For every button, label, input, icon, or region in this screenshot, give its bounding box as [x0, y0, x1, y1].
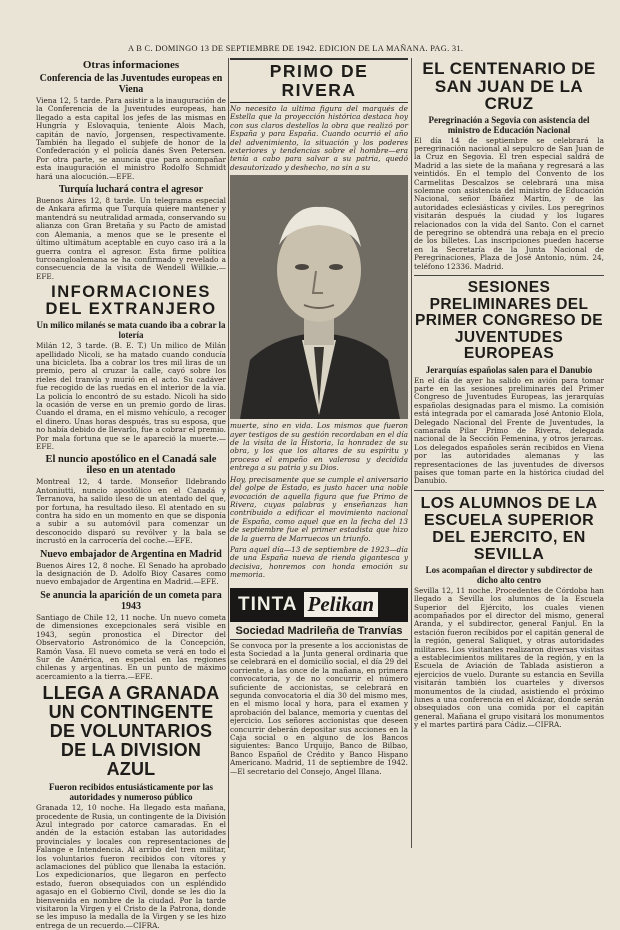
article-body: Buenos Aires 12, 8 noche. El Senado ha aprobado la designación de D. Adolfo Bioy Casares como nuevo embajador de Argentina en Madrid.—EFE.: [36, 560, 226, 587]
article-headline: El nuncio apostólico en el Canadá sale ileso en un atentado: [45, 454, 217, 477]
title-box: [230, 58, 408, 103]
article-subhead: Los acompañan el director y subdirector de dicho alto centro: [425, 564, 593, 585]
article-body: Hoy, precisamente que se cumple el aniversario del golpe de Estado, es justo hacer una noble evocación de aquella figura que fue Primo de Rivera, cuyas palabras y enseñanzas han contribuido a edificar el movimiento nacional de España, como aquel que en la fecha del 13 de septiembre fue el primer estadista que hizo de la guerra de Marruecos un triunfo.: [230, 474, 408, 543]
article-body: Milán 12, 3 tarde. (B. E. T.) Un milico de Milán apellidado Nicoli, se ha matado cuando conducía una bicicleta. Iba a cobrar los tres mil liras de un premio, pero al cruzar la calle, cayó sobre los rieles del tranvía y murió en el acto. Su cadáver fue recogido de las ruedas en el interior de la vía. La policía lo encontró de su estado. Nicoli ha sido la ocasión de verse en un premio gordo de liras. Cuando el drama, en el mismo vehículo, a recoger el dinero. Unas horas después, tras su esposa, que no había debido de llevarlo, fue a cobrar el premio. Por mala fortuna que se le apareció la muerte.—EFE.: [36, 341, 226, 451]
article-body: No necesito la ultima figura del marqués de Estella que la proyección histórica destaca hoy con sus claros destellos la obra que realizó por España y para España. Cuando ocurrió el año del advenimiento, la situación y los poderes exteriores y tendencias sobre el hombre—era tenía a cabo para salvar a su patria, quedó desautorizado y deshecho, no sin a su: [230, 104, 408, 172]
article-headline: Turquía luchará contra el agresor: [58, 184, 204, 196]
article-headline: Conferencia de las Juventudes europeas en Viena: [39, 73, 223, 95]
article-title: PRIMO DE RIVERA: [269, 61, 369, 100]
page-header: A B C. DOMINGO 13 DE SEPTIEMBRE DE 1942. EDICION DE LA MAÑANA. PAG. 31.: [128, 44, 464, 53]
column-right: [414, 58, 604, 858]
portrait-image: [230, 175, 408, 419]
article-subhead: Peregrinación a Segovia con asistencia del ministro de Educación Nacional: [428, 114, 590, 135]
article-body: Buenos Aires 12, 8 tarde. Un telegrama especial de Ankara afirma que Turquía quiere mantener y mantendrá su neutralidad armada, conservando su alianza con Gran Bretaña y su Pacto de amistad con Alemania, a menos que se le presente el último ultimátum aceptable en cuyo caso irá a la guerra contra el agresor. Esta firme política turcoangloalemana se ha confirmado y revelado a consecuencia de la visita de Wendell Willkie.—EFE.: [36, 196, 226, 281]
column-rule-1: [228, 58, 229, 848]
notice-body: Se convoca por la presente a los accionistas de esta Sociedad a la Junta general ordinaria que se celebrará en el domicilio social, el día 29 del corriente, a las once de la mañana, en primera convocatoria, y de no concurrir el número suficiente de accionistas, se celebrará en segunda convocatoria el día 30 del mismo mes, en el mismo local y hora, para el examen y aprobación del balance, memoria y cuentas del ejercicio. Los señores accionistas que deseen concurrir deberán depositar sus acciones en la Caja social o en alguno de los Bancos siguientes: Banco Urquijo, Banco de Bilbao, Banco Español de Crédito y Banco Hispano Americano. Madrid, 11 de septiembre de 1942.—El secretario del Consejo, Angel Illana.: [230, 640, 408, 776]
article-body: Santiago de Chile 12, 11 noche. Un nuevo cometa de dimensiones excepcionales será visible en 1943, según pronostica el Director del Observatorio Astronómico de la Concepción, Ramón Vasa. El nuevo cometa se verá en todo el Sur de América, en especial en las regiones chilenas y argentinas. En un punto de máximo acercamiento a la tierra.—EFE.: [36, 612, 226, 681]
ad-text: TINTA: [238, 593, 298, 615]
section-headline: SESIONES PRELIMINARES DEL PRIMER CONGRESO DE JUVENTUDES EUROPEAS: [414, 279, 604, 362]
column-left: [36, 58, 226, 930]
divider: [414, 275, 604, 276]
article-body: Sevilla 12, 11 noche. Procedentes de Córdoba han llegado a Sevilla los alumnos de la Escuela Superior del Ejército, los cuales vienen acompañados por el director del mismo, general Aranda, y el subdirector, general Fanjul. En la estación fueron recibidos por el capitán general de la región, general Saliquet, y otras autoridades militares. Los visitantes realizaron diversas visitas a establecimientos militares de la región, y en la Escuela de Aviación de Tablada asistieron a ejercicios de vuelo. Durante su estancia en Sevilla visitarán también los cuarteles y diversos monumentos de la ciudad, asistiendo el próximo lunes a una conferencia en el Alcázar, donde serán obsequiados con una comida por el capitán general. Mañana el grupo visitará los monumentos y el martes partirá para Cádiz.—CIFRA.: [414, 585, 604, 730]
ad-brand: Pelikan: [304, 592, 379, 617]
article-body: Granada 12, 10 noche. Ha llegado esta mañana, procedente de Rusia, un contingente de la División Azul integrado por catorce camaradas. En el andén de la estación estaban las autoridades provinciales y locales con representaciones de Falange e Intendencia. Al arribo del tren militar, los voluntarios fueron recibidos con vítores y aclamaciones del público que llenaba la estación. Los expedicionarios, que llegaron en perfecto estado, fueron obsequiados con un espléndido agasajo en el Gobierno Civil, donde se les dio la bienvenida en nombre de la ciudad. Por la tarde visitaron la Virgen y el Cristo de la Patrona, donde se les impuso la medalla de la Virgen y se les hizo entrega de un recuerdo.—CIFRA.: [36, 803, 226, 930]
article-subhead: Jerarquías españolas salen para el Danubio: [425, 364, 593, 375]
section-headline: INFORMACIONES DEL EXTRANJERO: [45, 283, 217, 319]
column-rule-2: [411, 58, 412, 848]
section-title: Otras informaciones: [82, 59, 180, 71]
article-body: En el día de ayer ha salido en avión para tomar parte en las sesiones preliminares del Primer Congreso de Juventudes Europeas, las jerarquías españolas designadas para el mismo. La comisión está integrada por el camarada José Antonio Elola, Delegado Nacional del Frente de Juventudes, la camarada Pilar Primo de Rivera, delegada nacional de la Sección Femenina, y otros jerarcas. Los delegados españoles serán recibidos en Viena por las autoridades alemanas y las representaciones de las juventudes de diversos países que toman parte en la histórica ciudad del Danubio.: [414, 375, 604, 486]
feature-headline: LLEGA A GRANADA UN CONTINGENTE DE VOLUNTARIOS DE LA DIVISION AZUL: [42, 683, 220, 780]
article-headline: Nuevo embajador de Argentina en Madrid: [40, 548, 222, 560]
notice-title: Sociedad Madrileña de Tranvías: [230, 625, 408, 640]
article-body: El día 14 de septiembre se celebrará la peregrinación nacional al sepulcro de San Juan de la Cruz en Segovia. El tren especial saldrá de Madrid a las siete de la mañana y regresará a las veintidós. En el templo del Convento de los Carmelitas Descalzos se celebrará una misa solemne con asistencia del ministro de Educación Nacional, señor Ibáñez Martín, y de las autoridades eclesiásticas y civiles. Los peregrinos visitarán después la ciudad y los lugares relacionados con la vida del Santo. Con el carnet de peregrino se obtendrá una rebaja en el precio de los billetes. Las inscripciones pueden hacerse en la Secretaría de la Junta Nacional de Peregrinaciones, Plaza de José Antonio, núm. 24, teléfono 12336. Madrid.: [414, 135, 604, 271]
article-body: Para aquel día—13 de septiembre de 1923—día de una España nueva de rienda gigantesca y decisiva, honremos con honda emoción su memoria.: [230, 544, 408, 580]
portrait-photo: [230, 175, 408, 419]
article-body: Viena 12, 5 tarde. Para asistir a la inauguración de la Conferencia de la Juventudes europeas, han llegado a esta capital los jefes de las mismas en Hungría y Eslovaquia, teniente Alois Mach, capitán de navío, Jorgensen, respectivamente. También ha llegado el subjefe de honor de la Confederación y el policía danés Sven Petersen. Por otra parte, se anuncia que para acompañar esta inauguración el ministro Rodolfo Schmidt hará una alocución.—EFE.: [36, 96, 226, 181]
section-headline: LOS ALUMNOS DE LA ESCUELA SUPERIOR DEL EJERCITO, EN SEVILLA: [420, 494, 598, 563]
article-body: Montreal 12, 4 tarde. Monseñor Ildebrando Antoniutti, nuncio apostólico en el Canadá y Terranova, ha salido ileso de un atentado del que, por fortuna, ha resultado ileso. El atentado en su contra ha sido en un momento en que se disponía a subir a su automóvil para comenzar un desconocido disparó su revólver y la bala se incrustó en la carrocería del coche.—EFE.: [36, 477, 226, 546]
section-headline: EL CENTENARIO DE SAN JUAN DE LA CRUZ: [422, 59, 596, 113]
divider: [414, 490, 604, 491]
article-subhead: Fueron recibidos entusiásticamente por las autoridades y numeroso público: [49, 782, 213, 803]
article-body: muerte, sino en vida. Los mismos que fueron ayer testigos de su gestión recordaban en el día de la visita de la Historia, la honradez de su obra, y los que los altares de su espíritu y proceso el empeño en valerosa y decidida entrega a su patria y su Dios.: [230, 421, 408, 473]
column-center: [230, 58, 408, 858]
pelikan-ink-ad: [230, 588, 408, 622]
article-subhead: Un milico milanés se mata cuando iba a cobrar la lotería: [36, 320, 226, 341]
article-headline: Se anuncia la aparición de un cometa para 1943: [40, 589, 222, 612]
